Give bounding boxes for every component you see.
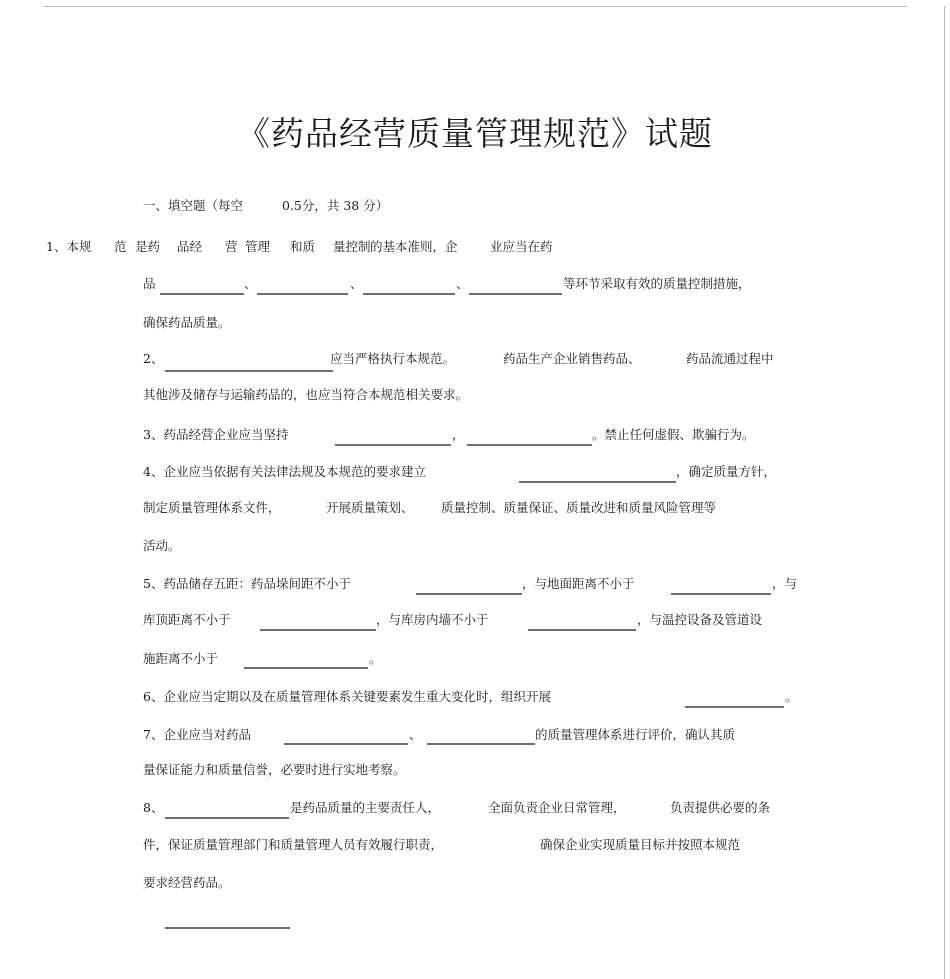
q1-separator: 、 — [456, 276, 469, 291]
q8-text-part: 负责提供必要的条 — [670, 800, 771, 815]
q9-blank-1[interactable] — [165, 927, 290, 929]
q7-blank-1[interactable] — [284, 743, 408, 745]
q4-text-part: 质量控制、质量保证、质量改进和质量风险管理等 — [441, 500, 717, 515]
q4-blank-1[interactable] — [519, 481, 676, 483]
q8-text-part: 要求经营药品。 — [143, 875, 231, 890]
q1-separator: 、 — [244, 276, 257, 291]
q5-text-part: ，与地面距离不小于 — [522, 576, 635, 591]
q2-text-part: 应当严格执行本规范。 — [330, 351, 456, 366]
q1-text-part: 品 — [143, 276, 156, 291]
q1-text-part: 业应当在药 — [490, 239, 553, 254]
q7-text-part: 的质量管理体系进行评价，确认其质 — [535, 727, 736, 742]
q1-text-part: 和质 — [290, 239, 316, 254]
q5-blank-2[interactable] — [671, 593, 771, 595]
q6-text-part: 6、企业应当定期以及在质量管理体系关键要素发生重大变化时，组织开展 — [143, 689, 551, 704]
q1-text-part: 是药 — [135, 239, 161, 254]
q4-text-part: ，确定质量方针， — [676, 464, 777, 479]
q8-text-part: 确保企业实现质量目标并按照本规范 — [540, 837, 741, 852]
q4-text-part: 开展质量策划、 — [326, 500, 414, 515]
q7-text-part: 量保证能力和质量信誉，必要时进行实地考察。 — [143, 762, 406, 777]
q5-blank-5[interactable] — [244, 667, 368, 669]
document-title: 《药品经营质量管理规范》试题 — [237, 114, 713, 153]
page-top-border — [43, 6, 907, 7]
q5-blank-1[interactable] — [416, 593, 522, 595]
q1-blank-1[interactable] — [160, 293, 244, 295]
q4-text-part: 制定质量管理体系文件， — [143, 500, 281, 515]
q1-text-part: 1、本规 — [46, 239, 92, 254]
q4-text-part: 4、企业应当依据有关法律法规及本规范的要求建立 — [143, 464, 426, 479]
q2-text-part: 药品生产企业销售药品、 — [503, 351, 641, 366]
q5-text-part: ，与库房内墙不小于 — [376, 612, 489, 627]
q2-blank-1[interactable] — [165, 370, 333, 372]
q5-text-part: 。 — [369, 651, 382, 666]
q7-separator: 、 — [409, 727, 422, 742]
q2-text-part: 药品流通过程中 — [686, 351, 774, 366]
q8-text-part: 是药品质量的主要责任人， — [290, 800, 441, 815]
q8-text-part: 全面负责企业日常管理， — [488, 800, 626, 815]
q1-blank-3[interactable] — [363, 293, 455, 295]
q1-separator: 、 — [350, 276, 363, 291]
q1-text-part: 的基本准则，企 — [370, 239, 458, 254]
q7-blank-2[interactable] — [427, 743, 535, 745]
q4-text-part: 活动。 — [143, 538, 181, 553]
q7-text-part: 7、企业应当对药品 — [143, 727, 251, 742]
q1-text-part: 确保药品质量。 — [143, 315, 231, 330]
q3-blank-2[interactable] — [467, 444, 592, 446]
q1-text-part: 品经 — [177, 239, 203, 254]
q8-number: 8、 — [143, 800, 164, 815]
q1-text-part: 范 — [114, 239, 127, 254]
q5-blank-4[interactable] — [528, 629, 636, 631]
q5-text-part: 库顶距离不小于 — [143, 612, 231, 627]
q2-text-part: 其他涉及储存与运输药品的，也应当符合本规范相关要求。 — [143, 387, 469, 402]
q5-text-part: ，与温控设备及管道设 — [637, 612, 763, 627]
q6-blank-1[interactable] — [685, 706, 784, 708]
q1-text-part: 量控制 — [333, 239, 371, 254]
q5-text-part: 施距离不小于 — [143, 651, 219, 666]
q1-text-part: 营 — [225, 239, 238, 254]
q3-text-part: 。禁止任何虚假、欺骗行为。 — [592, 427, 755, 442]
q8-blank-1[interactable] — [165, 817, 289, 819]
q3-separator: ， — [452, 427, 465, 442]
q1-text-part: 等环节采取有效的质量控制措施， — [563, 276, 751, 291]
q5-blank-3[interactable] — [260, 629, 376, 631]
q6-text-part: 。 — [785, 689, 798, 704]
q3-text-part: 3、药品经营企业应当坚持 — [143, 427, 289, 442]
q1-blank-2[interactable] — [257, 293, 348, 295]
section-heading: 一、填空题（每空 — [143, 198, 244, 213]
q1-blank-4[interactable] — [469, 293, 562, 295]
section-heading-points: 0.5分，共 38 分） — [282, 198, 389, 213]
q5-text-part: ，与 — [772, 576, 798, 591]
q1-text-part: 管理 — [245, 239, 271, 254]
q2-number: 2、 — [143, 351, 164, 366]
q8-text-part: 件，保证质量管理部门和质量管理人员有效履行职责， — [143, 837, 444, 852]
q5-text-part: 5、药品储存五距：药品垛间距不小于 — [143, 576, 351, 591]
q3-blank-1[interactable] — [335, 444, 451, 446]
